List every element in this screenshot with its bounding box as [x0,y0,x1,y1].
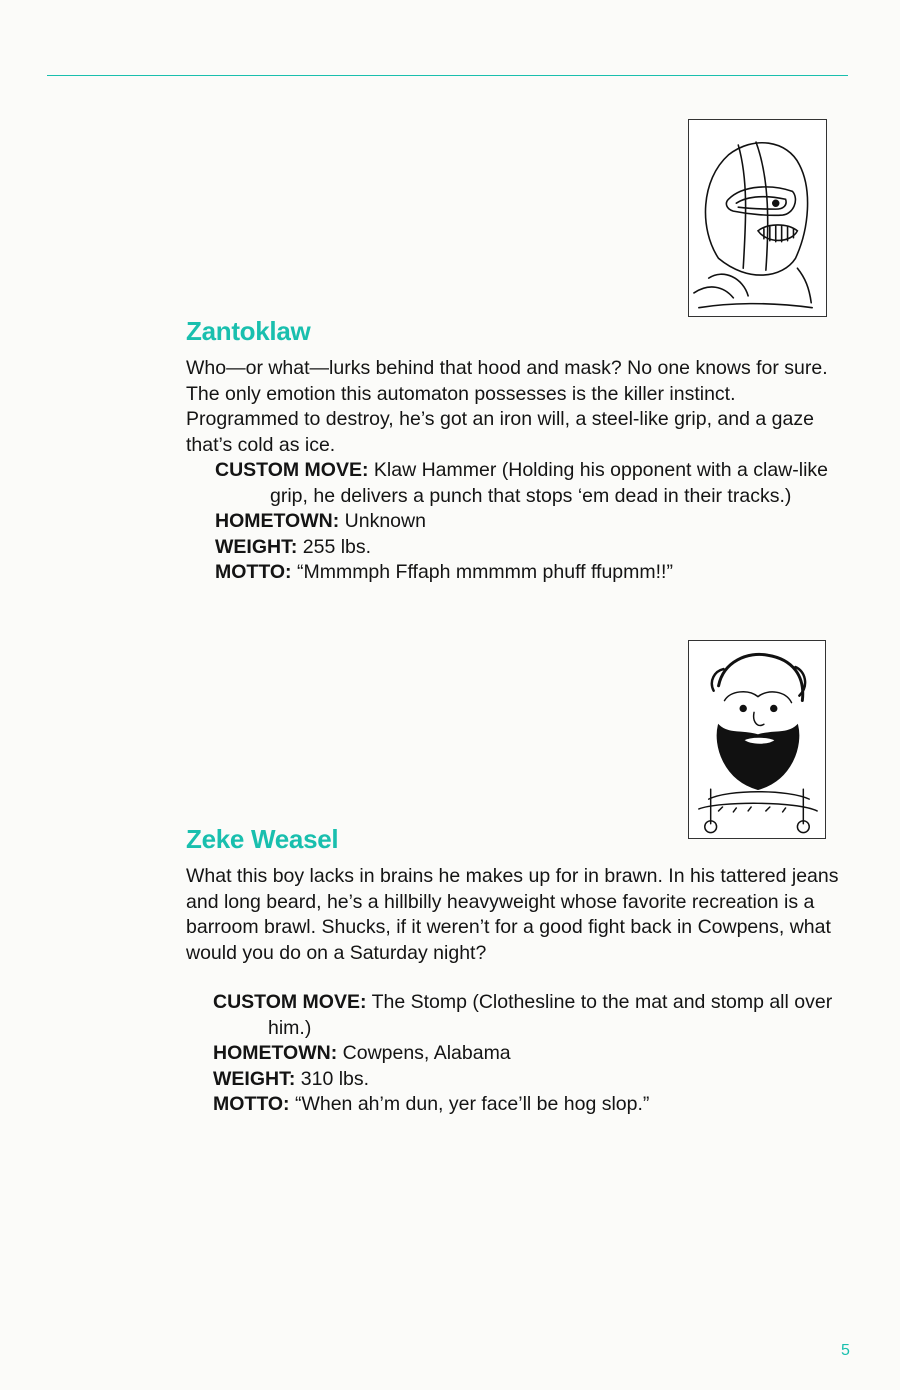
hometown-label: HOMETOWN: [215,510,340,532]
zeke-weasel-portrait [688,640,826,839]
motto-label: MOTTO: [215,561,292,583]
custom-move-value: Klaw Hammer (Holding his opponent with a claw-like grip, he delivers a punch that stops ‘em dead in their tracks.) [270,459,829,507]
weight [213,1067,858,1093]
page-number: 5 [841,1342,850,1359]
custom-move-label: CUSTOM MOVE: [215,459,369,481]
wrestler-stats [213,990,858,1118]
hometown-label: HOMETOWN: [213,1042,338,1064]
wrestler-description: Who—or what—lurks behind that hood and mask? No one knows for sure. The only emotion this automaton possesses is the killer instinct. Programmed to destroy, he’s got an iron will, a steel-like grip, and a gaze that’s cold as ice. [186,357,828,456]
masked-wrestler-illustration [689,120,826,316]
wrestler-description: What this boy lacks in brains he makes up for in brawn. In his tattered jeans and long beard, he’s a hillbilly heavyweight whose favorite recreation is a barroom brawl. Shucks, if it weren’t for a good fight back in Cowpens, what would you do on a Saturday night? [186,865,839,964]
wrestler-stats [215,458,845,586]
weight [215,535,845,561]
custom-move [215,458,845,509]
weight-label: WEIGHT: [213,1067,296,1090]
hometown [213,1041,858,1067]
motto-value: “When ah’m dun, yer face’ll be hog slop.” [294,1093,650,1115]
motto [215,560,845,586]
custom-move-label: CUSTOM MOVE: [213,991,367,1013]
hometown-value: Cowpens, Alabama [342,1042,511,1064]
motto-value: “Mmmmph Fffaph mmmmm phuff ffupmm!!” [296,561,673,583]
wrestler-name: Zantoklaw [186,316,311,346]
wrestler-name: Zeke Weasel [186,824,339,854]
zantoklaw-portrait [688,119,827,317]
custom-move [213,990,858,1041]
top-rule [47,75,848,76]
bearded-wrestler-illustration [689,641,825,838]
custom-move-value: The Stomp (Clothesline to the mat and stomp all over him.) [268,991,833,1039]
hometown [215,509,845,535]
weight-value: 255 lbs. [302,535,372,558]
weight-value: 310 lbs. [300,1067,370,1090]
hometown-value: Unknown [344,510,426,532]
motto-label: MOTTO: [213,1093,290,1115]
motto [213,1092,858,1118]
weight-label: WEIGHT: [215,535,298,558]
